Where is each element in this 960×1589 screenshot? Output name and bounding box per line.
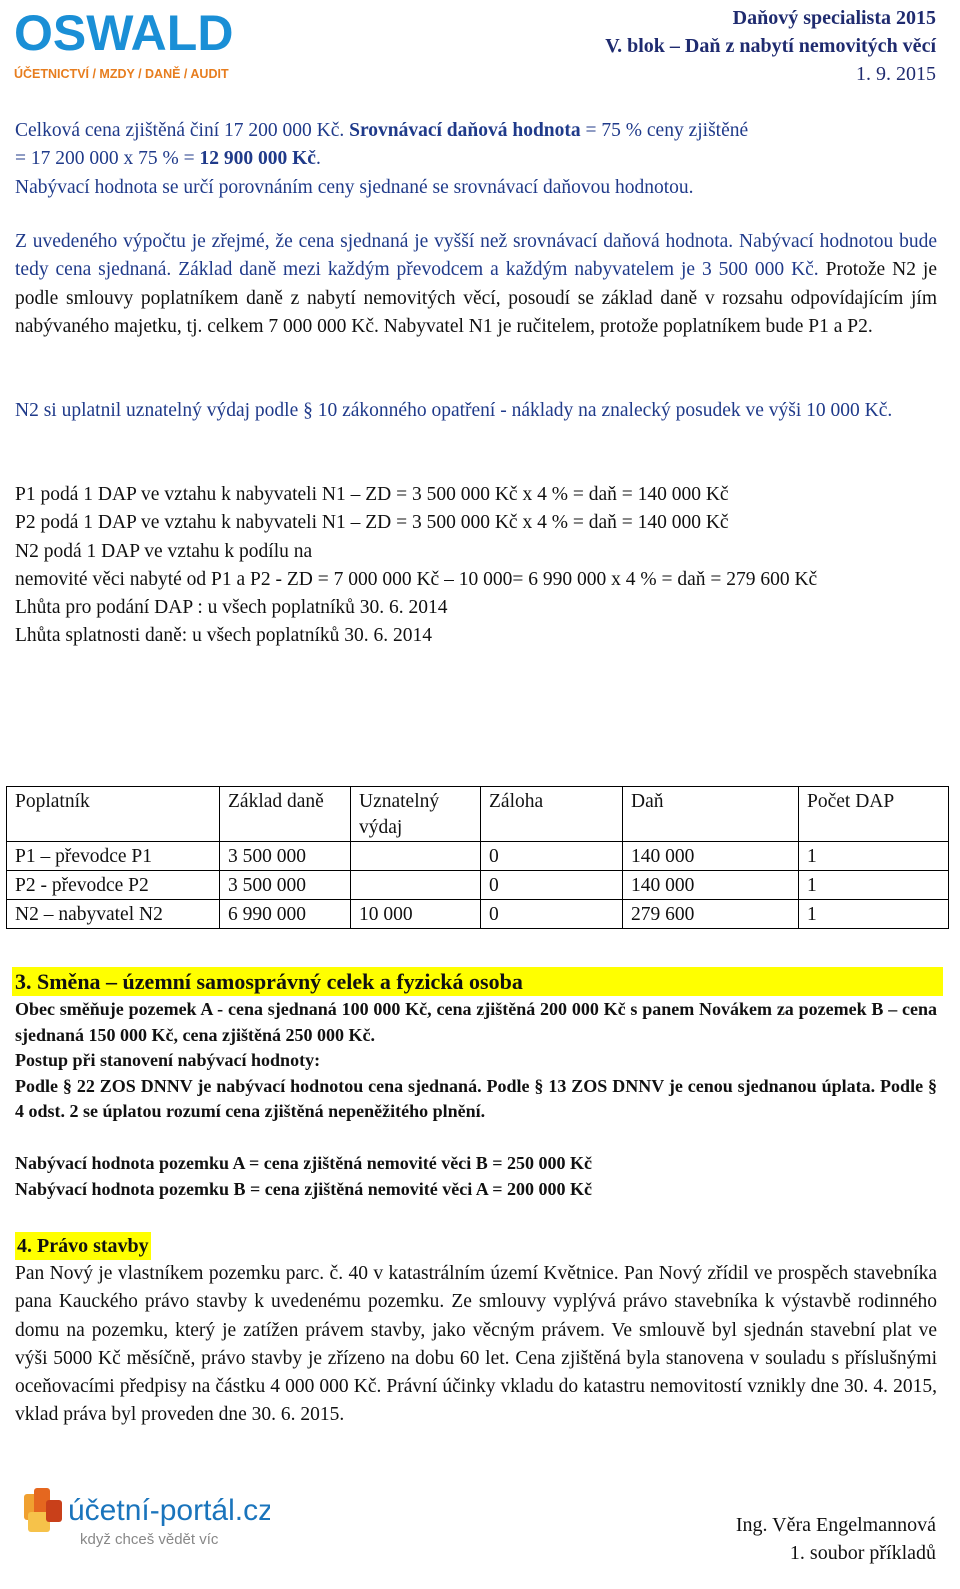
section-3-heading: 3. Směna – územní samosprávný celek a fyzická osoba <box>12 967 943 996</box>
th-vydaj: Uznatelný výdaj <box>351 787 481 842</box>
calc-line-n2-detail: nemovité věci nabyté od P1 a P2 - ZD = 7 000 000 Kč – 10 000= 6 990 000 x 4 % = daň = 279 600 Kč <box>15 568 818 590</box>
header-date: 1. 9. 2015 <box>856 63 936 85</box>
th-zaklad: Základ daně <box>220 787 351 842</box>
table-header-row <box>7 787 949 842</box>
th-poplatnik: Poplatník <box>7 787 220 842</box>
portal-tagline: když chceš vědět víc <box>80 1531 219 1548</box>
section-4-text: Pan Nový je vlastníkem pozemku parc. č. 40 v katastrálním území Květnice. Pan Nový zřídil ve prospěch stavebníka pana Kauckého právo stavby k uvedenému pozemku. Ze smlouvy vyplývá právo stavebníka k výstavbě rodinného domu na pozemku, který je zatížen právem stavby, jako věcným právem. Ve smlouvě byl sjednán stavební plat ve výši 5000 Kč měsíčně, právo stavby je zřízeno na dobu 60 let. Cena zjištěná byla stanovena v souladu s příslušnými oceňovacími předpisy na částku 4 000 000 Kč. Právní účinky vkladu do katastru nemovitostí vznikly dne 30. 4. 2015, vklad práva byl proveden dne 30. 6. 2015. <box>15 1263 937 1426</box>
explanation-blue-text: Z uvedeného výpočtu je zřejmé, že cena sjednaná je vyšší než srovnávací daňová hodnota. Nabývací hodnotou bude tedy cena sjednaná. Základ daně mezi každým převodcem a každým nabyvatelem je 3 500 000 Kč. <box>15 231 937 281</box>
table-row: N2 – nabyvatel N2 6 990 000 10 000 0 279 600 1 <box>7 900 949 929</box>
calc-line-p2: P2 podá 1 DAP ve vztahu k nabyvateli N1 – ZD = 3 500 000 Kč x 4 % = daň = 140 000 Kč <box>15 512 729 534</box>
explanation-paragraph <box>15 228 937 341</box>
th-dan: Daň <box>623 787 799 842</box>
author-name: Ing. Věra Engelmannová <box>735 1514 936 1536</box>
portal-name: účetní-portál.cz <box>68 1494 270 1527</box>
oswald-logo <box>14 4 254 84</box>
logo-tagline: ÚČETNICTVÍ / MZDY / DANĚ / AUDIT <box>14 67 229 81</box>
footer-signature <box>736 1511 936 1567</box>
th-pocet: Počet DAP <box>799 787 949 842</box>
filing-deadline: Lhůta pro podání DAP : u všech poplatníků 30. 6. 2014 <box>15 597 448 619</box>
document-name: 1. soubor příkladů <box>789 1542 936 1564</box>
tax-summary-table <box>6 786 949 929</box>
ucetni-portal-logo <box>20 1484 270 1554</box>
page-header <box>605 4 936 88</box>
block-title: V. blok – Daň z nabytí nemovitých věcí <box>605 35 936 57</box>
th-zaloha: Záloha <box>481 787 623 842</box>
course-title: Daňový specialista 2015 <box>732 7 936 29</box>
table-row: P1 – převodce P1 3 500 000 0 140 000 1 <box>7 842 949 871</box>
calc-line-n2: N2 podá 1 DAP ve vztahu k podílu na <box>15 540 313 562</box>
expense-paragraph: N2 si uplatnil uznatelný výdaj podle § 10 zákonného opatření - náklady na znalecký posudek ve výši 10 000 Kč. <box>15 400 893 421</box>
table-row: P2 - převodce P2 3 500 000 0 140 000 1 <box>7 871 949 900</box>
section-3-text: Obec směňuje pozemek A - cena sjednaná 100 000 Kč, cena zjištěná 200 000 Kč s panem Novákem za pozemek B – cena sjednaná 150 000 Kč, cena zjištěná 250 000 Kč. Postup při stanovení nabývací hodnoty: Podle § 22 ZOS DNNV je nabývací hodnotou cena sjednaná. Podle § 13 ZOS DNNV je cenou sjednanou úplata. Podle § 4 odst. 2 se úplatou rozumí cena zjištěná nepeněžitého plnění. Nabývací hodnota pozemku A = cena zjištěná nemovité věci B = 250 000 Kč Nabývací hodnota pozemku B = cena zjištěná nemovité věci A = 200 000 Kč <box>15 999 937 1199</box>
calc-line-p1: P1 podá 1 DAP ve vztahu k nabyvateli N1 – ZD = 3 500 000 Kč x 4 % = daň = 140 000 Kč <box>15 484 729 505</box>
portal-flame-icon <box>24 1488 62 1532</box>
calculation-block <box>15 481 937 651</box>
section-4-heading: 4. Právo stavby <box>15 1232 151 1260</box>
payment-deadline: Lhůta splatnosti daně: u všech poplatníků 30. 6. 2014 <box>15 625 433 647</box>
explanation-black-text: Protože N2 je podle smlouvy poplatníkem daně z nabytí nemovitých věcí, posoudí se základ daně v rozsahu odpovídajícím jím nabývaného majetku, tj. celkem 7 000 000 Kč. Nabyvatel N1 je ručitelem, protože poplatníkem bude P1 a P2. <box>15 259 937 337</box>
logo-text: OSWALD <box>14 5 234 61</box>
intro-paragraph: Celková cena zjištěná činí 17 200 000 Kč. Srovnávací daňová hodnota = 75 % ceny zjištěné = 17 200 000 x 75 % = 12 900 000 Kč. Nabývací hodnota se určí porovnáním ceny sjednané se srovnávací daňovou hodnotou. <box>15 120 749 198</box>
